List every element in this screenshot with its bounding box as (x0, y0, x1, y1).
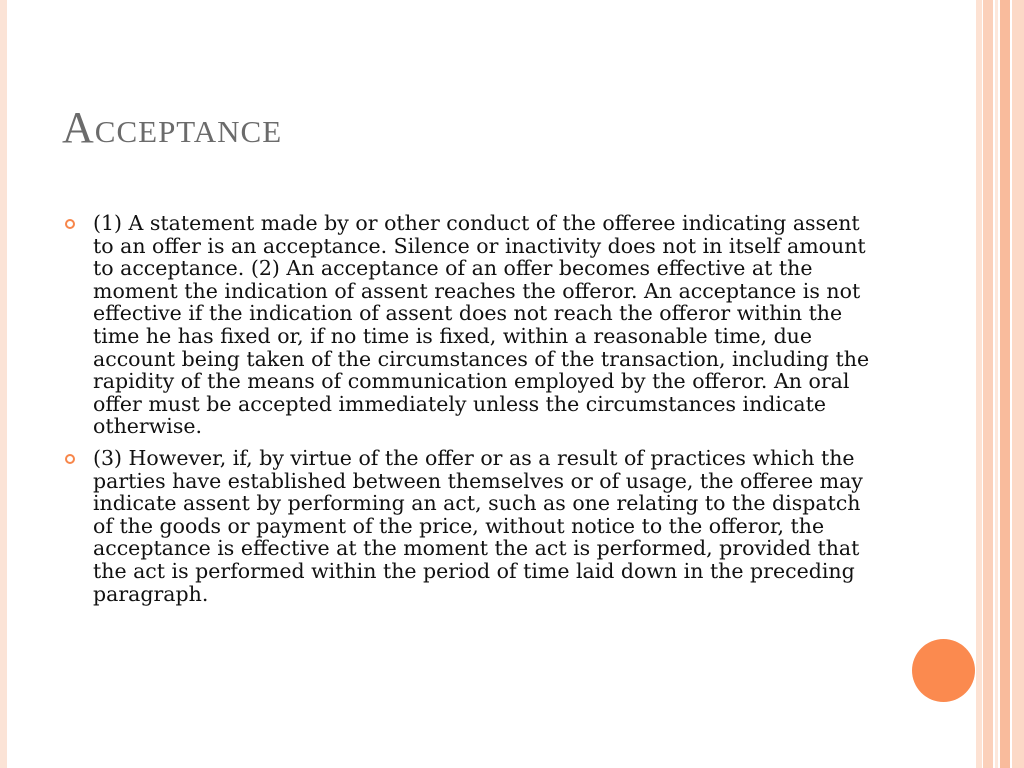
stripe (1012, 0, 1024, 768)
stripe (995, 0, 998, 768)
bullet-list (62, 212, 882, 614)
decorative-circle (912, 639, 975, 702)
slide-title: Acceptance (62, 103, 283, 152)
bullet-item (62, 212, 882, 438)
bullet-item (62, 447, 882, 605)
hollow-circle-bullet-icon (65, 454, 75, 464)
bullet-text: (1) A statement made by or other conduct of the offeree indicating assent to an offer is an acceptance. Silence or inactivity does not in itself amount to acceptance. (2) An acceptance of an offer becomes effective at the moment the indication of assent reaches the offeror. An acceptance is not effective if the indication of assent does not reach the offeror within the time he has fixed or, if no time is fixed, within a reasonable time, due account being taken of the circumstances of the transaction, including the rapidity of the means of communication employed by the offeror. An oral offer must be accepted immediately unless the circumstances indicate otherwise. (93, 211, 870, 439)
left-border-decoration (0, 0, 7, 768)
stripe (976, 0, 982, 768)
right-stripe-decoration (976, 0, 1024, 768)
bullet-text: (3) However, if, by virtue of the offer or as a result of practices which the parties have established between themselves or of usage, the offeree may indicate assent by performing an act, such as one relating to the dispatch of the goods or payment of the price, without notice to the offeror, the acceptance is effective at the moment the act is performed, provided that the act is performed within the period of time laid down in the preceding paragraph. (93, 445, 863, 606)
hollow-circle-bullet-icon (65, 219, 75, 229)
stripe (1000, 0, 1010, 768)
stripe (983, 0, 993, 768)
